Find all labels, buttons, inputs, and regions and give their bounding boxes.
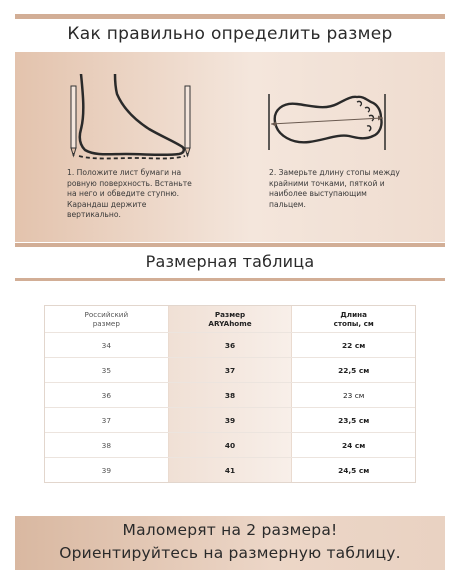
size-table bbox=[44, 305, 416, 483]
foot-top-illustration bbox=[265, 88, 390, 158]
cell-foot-length: 23,5 см bbox=[338, 415, 370, 425]
cell-brand-size: 40 bbox=[168, 433, 293, 457]
section-divider-top bbox=[15, 243, 445, 247]
cell-russian-size: 35 bbox=[101, 365, 112, 375]
cell-russian-size: 39 bbox=[101, 465, 112, 475]
footer-advice: Ориентируйтесь на размерную таблицу. bbox=[59, 544, 401, 562]
cell-brand-size: 38 bbox=[168, 383, 293, 407]
table-row bbox=[45, 358, 415, 383]
top-divider bbox=[15, 14, 445, 19]
header-brand-size: Размер ARYAhome bbox=[168, 306, 293, 332]
cell-foot-length: 24 см bbox=[342, 440, 366, 450]
step1-caption: 1. Положите лист бумаги на ровную поверхность. Встаньте на него и обведите ступню. Карандаш держите вертикально. bbox=[67, 168, 192, 219]
cell-brand-size: 36 bbox=[168, 333, 293, 357]
page-title: Как правильно определить размер bbox=[67, 24, 393, 44]
cell-brand-size: 37 bbox=[168, 358, 293, 382]
table-row bbox=[45, 408, 415, 433]
cell-brand-size: 41 bbox=[168, 458, 293, 482]
left-pencil-icon bbox=[71, 86, 76, 156]
cell-russian-size: 34 bbox=[101, 340, 112, 350]
cell-foot-length: 23 см bbox=[342, 390, 365, 400]
footer-banner bbox=[15, 516, 445, 570]
cell-russian-size: 37 bbox=[101, 415, 112, 425]
cell-foot-length: 22 см bbox=[342, 340, 366, 350]
foot-side-illustration bbox=[65, 74, 200, 174]
header-foot-length: Длина стопы, см bbox=[333, 310, 374, 328]
cell-foot-length: 22,5 см bbox=[338, 365, 370, 375]
size-table-title: Размерная таблица bbox=[145, 252, 315, 271]
step2-caption: 2. Замерьте длину стопы между крайними точками, пяткой и наиболее выступающим пальцем. bbox=[269, 168, 400, 209]
cell-russian-size: 38 bbox=[101, 440, 112, 450]
table-row bbox=[45, 333, 415, 358]
header-russian-size: Российский размер bbox=[84, 310, 129, 328]
cell-foot-length: 24,5 см bbox=[338, 465, 370, 475]
table-row bbox=[45, 383, 415, 408]
footer-warning: Маломерят на 2 размера! bbox=[122, 521, 338, 539]
table-header-row bbox=[45, 306, 415, 333]
right-pencil-icon bbox=[185, 86, 190, 156]
table-row bbox=[45, 433, 415, 458]
cell-russian-size: 36 bbox=[101, 390, 112, 400]
section-divider-bottom bbox=[15, 278, 445, 281]
instruction-panel bbox=[15, 52, 445, 242]
cell-brand-size: 39 bbox=[168, 408, 293, 432]
table-row bbox=[45, 458, 415, 482]
